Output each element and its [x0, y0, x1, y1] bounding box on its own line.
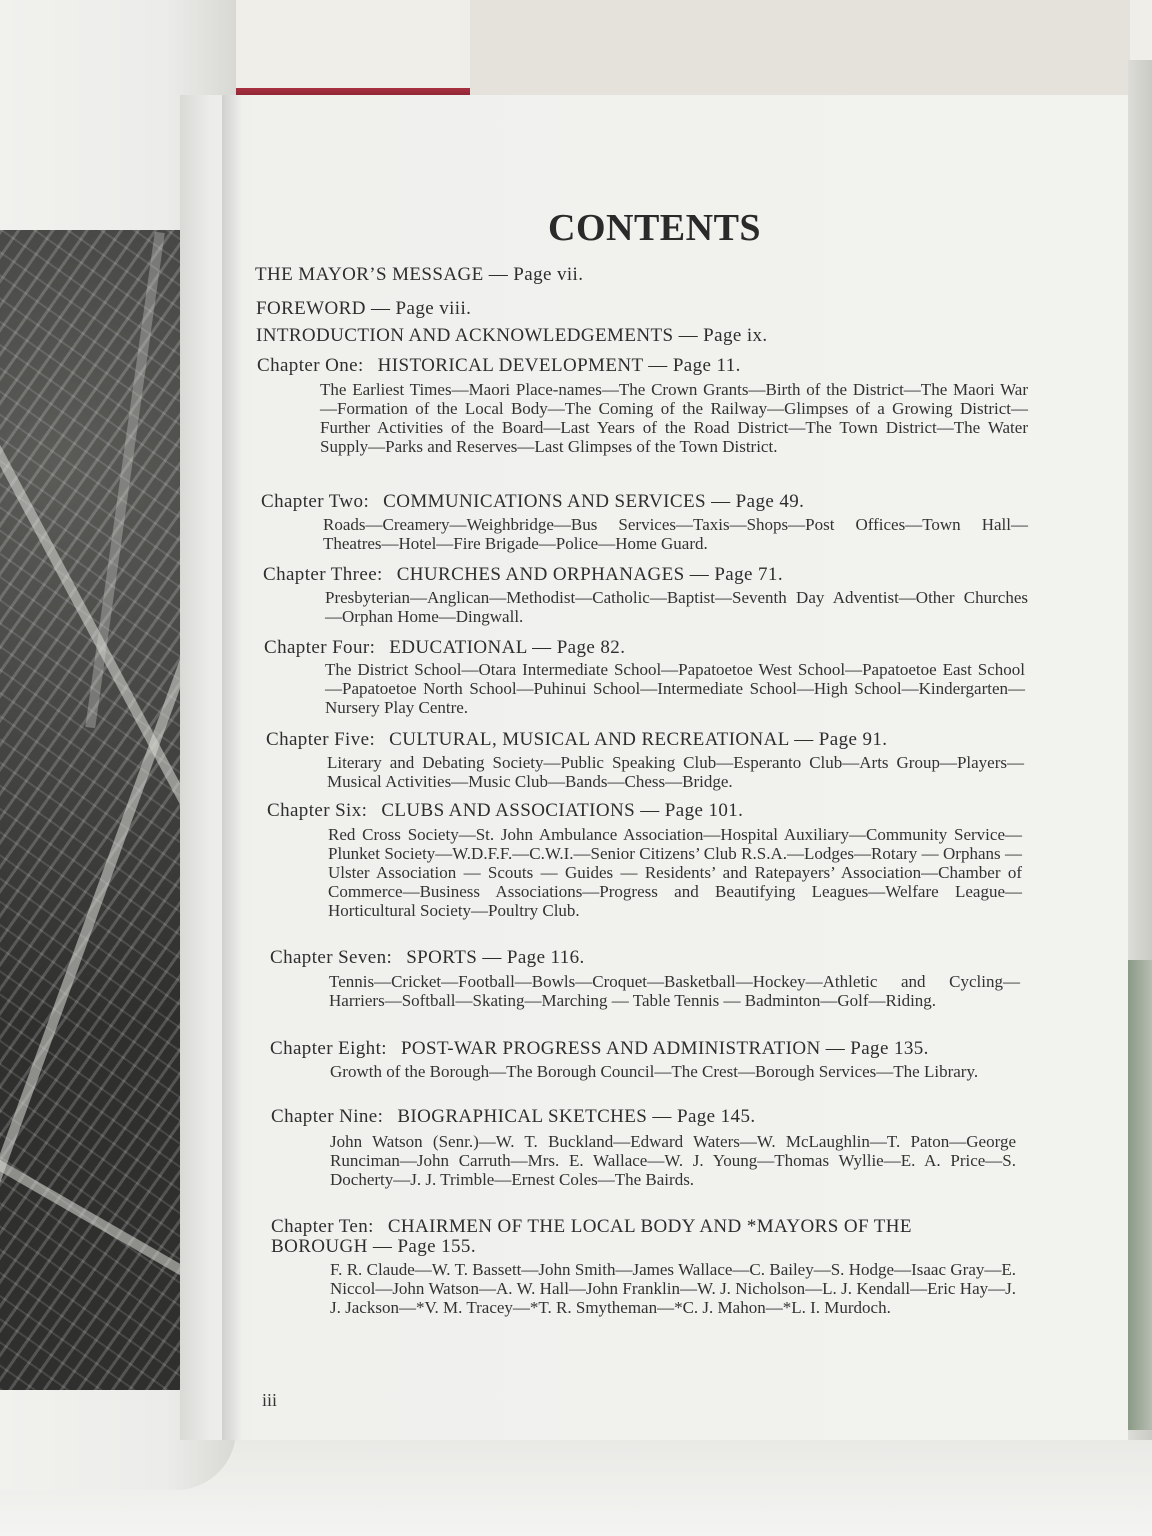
- chapter-title: CHURCHES AND ORPHANAGES — Page 71.: [396, 564, 783, 585]
- chapter-heading: [270, 1038, 929, 1060]
- chapter-title: POST-WAR PROGRESS AND ADMINISTRATION — Page 135.: [400, 1038, 929, 1059]
- chapter-heading: [264, 637, 625, 659]
- chapter-title: CLUBS AND ASSOCIATIONS — Page 101.: [381, 800, 744, 821]
- chapter-title: SPORTS — Page 116.: [406, 947, 585, 968]
- chapter-heading: [257, 355, 741, 377]
- chapter-heading: [267, 800, 743, 822]
- front-matter-introduction: INTRODUCTION AND ACKNOWLEDGEMENTS — Page ix.: [256, 325, 768, 346]
- chapter-title: CHAIRMEN OF THE LOCAL BODY AND *MAYORS OF THE BOROUGH — Page 155.: [271, 1216, 912, 1257]
- chapter-label: Chapter Seven:: [270, 947, 393, 968]
- chapter-label: Chapter One:: [257, 355, 364, 376]
- chapter-heading: [271, 1106, 756, 1128]
- front-matter-foreword: FOREWORD — Page viii.: [256, 298, 472, 319]
- chapter-title: COMMUNICATIONS AND SERVICES — Page 49.: [383, 491, 805, 512]
- chapter-heading: [263, 564, 783, 586]
- page-number: iii: [262, 1390, 278, 1410]
- chapter-heading: [270, 947, 585, 969]
- chapter-heading: [271, 1217, 1011, 1257]
- chapter-label: Chapter Two:: [261, 491, 370, 512]
- chapter-label: Chapter Six:: [267, 800, 368, 821]
- chapter-title: HISTORICAL DEVELOPMENT — Page 11.: [377, 355, 741, 376]
- chapter-description: F. R. Claude—W. T. Bassett—John Smith—James Wallace—C. Bailey—S. Hodge—Isaac Gray—E. Niccol—John Watson—A. W. Hall—John Franklin—W. J. Nicholson—L. J. Kendall—Eric Hay—J. J. Jackson—*V. M. Tracey—*T. R. Smytheman—*C. J. Mahon—*L. I. Murdoch.: [330, 1260, 1016, 1317]
- chapter-description: John Watson (Senr.)—W. T. Buckland—Edward Waters—W. McLaughlin—T. Paton—George Runciman—John Carruth—Mrs. E. Wallace—W. J. Young—Thomas Wyllie—E. A. Price—S. Docherty—J. J. Trimble—Ernest Coles—The Bairds.: [330, 1132, 1016, 1189]
- chapter-label: Chapter Five:: [266, 729, 376, 750]
- chapter-label: Chapter Four:: [264, 637, 376, 658]
- front-matter-mayors-message: THE MAYOR’S MESSAGE — Page vii.: [255, 264, 584, 285]
- chapter-heading: [261, 491, 804, 513]
- chapter-description: The District School—Otara Intermediate School—Papatoetoe West School—Papatoetoe East School—Papatoetoe North School—Puhinui School—Intermediate School—High School—Kindergarten—Nursery Play Centre.: [325, 660, 1025, 717]
- chapter-description: Presbyterian—Anglican—Methodist—Catholic—Baptist—Seventh Day Adventist—Other Churches—Orphan Home—Dingwall.: [325, 588, 1028, 626]
- chapter-description: Literary and Debating Society—Public Speaking Club—Esperanto Club—Arts Group—Players—Musical Activities—Music Club—Bands—Chess—Bridge.: [327, 753, 1024, 791]
- chapter-label: Chapter Nine:: [271, 1106, 384, 1127]
- chapter-description: Growth of the Borough—The Borough Council—The Crest—Borough Services—The Library.: [330, 1062, 979, 1081]
- chapter-title: BIOGRAPHICAL SKETCHES — Page 145.: [397, 1106, 756, 1127]
- chapter-label: Chapter Ten:: [271, 1216, 374, 1237]
- chapter-title: EDUCATIONAL — Page 82.: [389, 637, 626, 658]
- chapter-description: Roads—Creamery—Weighbridge—Bus Services—Taxis—Shops—Post Offices—Town Hall—Theatres—Hotel—Fire Brigade—Police—Home Guard.: [323, 515, 1028, 553]
- chapter-description: Red Cross Society—St. John Ambulance Association—Hospital Auxiliary—Community Service—Plunket Society—W.D.F.F.—C.W.I.—Senior Citizens’ Club R.S.A.—Lodges—Rotary — Orphans — Ulster Association — Scouts — Guides — Residents’ and Ratepayers’ Association—Chamber of Commerce—Business Associations—Progress and Beautifying Leagues—Welfare League—Horticultural Society—Poultry Club.: [328, 825, 1022, 920]
- chapter-description: The Earliest Times—Maori Place-names—The Crown Grants—Birth of the District—The Maori War—Formation of the Local Body—The Coming of the Railway—Glimpses of a Growing District—Further Activities of the Board—Last Years of the Road District—The Town District—The Water Supply—Parks and Reserves—Last Glimpses of the Town District.: [320, 380, 1028, 456]
- chapter-label: Chapter Eight:: [270, 1038, 387, 1059]
- chapter-title: CULTURAL, MUSICAL AND RECREATIONAL — Page 91.: [389, 729, 888, 750]
- chapter-heading: [266, 729, 887, 751]
- chapter-label: Chapter Three:: [263, 564, 383, 585]
- chapter-description: Tennis—Cricket—Football—Bowls—Croquet—Basketball—Hockey—Athletic and Cycling—Harriers—Softball—Skating—Marching — Table Tennis — Badminton—Golf—Riding.: [329, 972, 1020, 1010]
- page-title: CONTENTS: [548, 207, 762, 249]
